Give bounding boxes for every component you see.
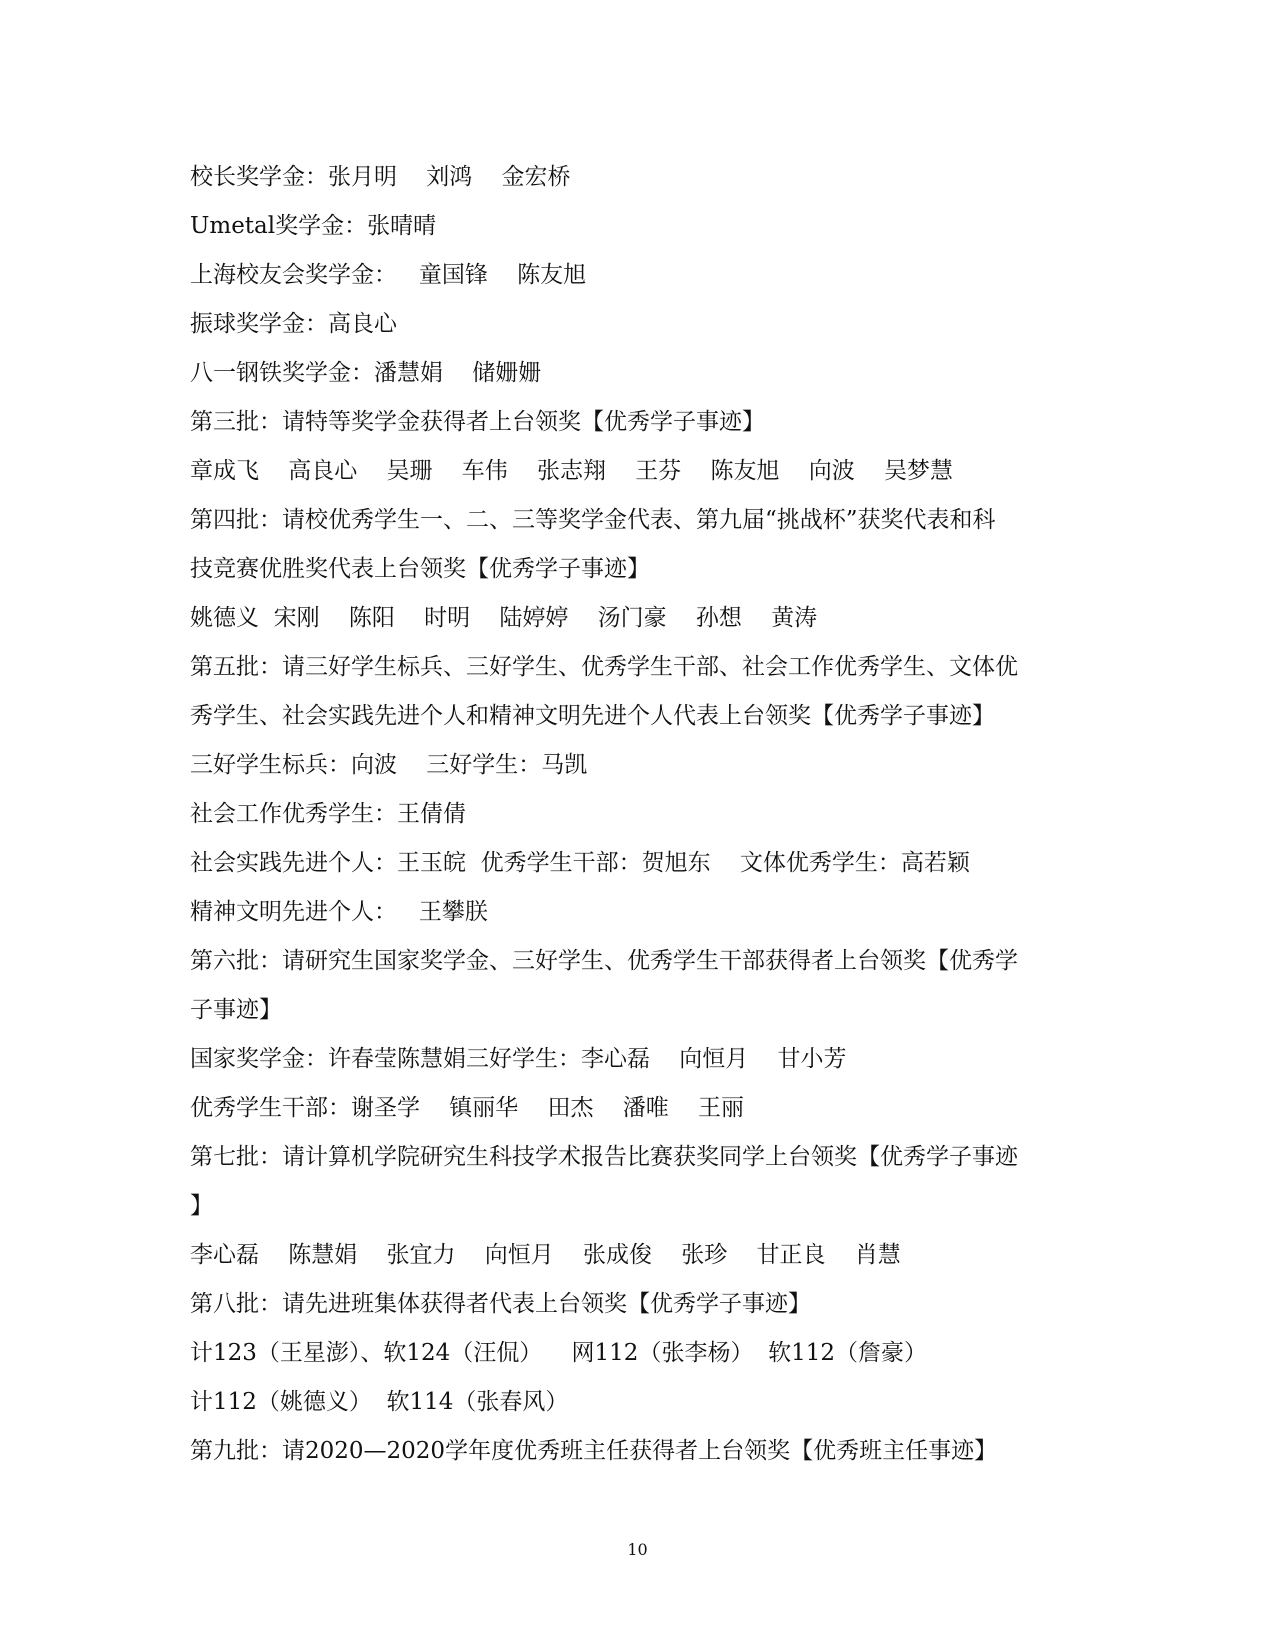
text-line: 三好学生标兵：向波 三好学生：马凯	[190, 752, 588, 778]
document-body	[190, 153, 1095, 1476]
text-line: 姚德义 宋刚 陈阳 时明 陆婷婷 汤门豪 孙想 黄涛	[190, 605, 818, 631]
text-line: 优秀学生干部：谢圣学 镇丽华 田杰 潘唯 王丽	[190, 1095, 744, 1121]
text-line: 计112（姚德义） 软114（张春风）	[190, 1389, 569, 1415]
text-line: 振球奖学金：高良心	[190, 311, 397, 337]
page-number: 10	[627, 1540, 648, 1559]
text-line: 技竞赛优胜奖代表上台领奖【优秀学子事迹】	[190, 556, 650, 582]
text-line: 第三批：请特等奖学金获得者上台领奖【优秀学子事迹】	[190, 409, 765, 435]
text-line: 八一钢铁奖学金：潘慧娟 储姗姗	[190, 360, 542, 386]
text-line: 社会实践先进个人：王玉皖 优秀学生干部：贺旭东 文体优秀学生：高若颖	[190, 850, 970, 876]
text-line: 第四批：请校优秀学生一、二、三等奖学金代表、第九届“挑战杯”获奖代表和科	[190, 507, 996, 533]
text-line: 第六批：请研究生国家奖学金、三好学生、优秀学生干部获得者上台领奖【优秀学	[190, 948, 1018, 974]
text-line: 子事迹】	[190, 997, 282, 1023]
text-line: 第五批：请三好学生标兵、三好学生、优秀学生干部、社会工作优秀学生、文体优	[190, 654, 1018, 680]
text-line: 校长奖学金：张月明 刘鸿 金宏桥	[190, 164, 571, 190]
text-line: 第九批：请2020—2020学年度优秀班主任获得者上台领奖【优秀班主任事迹】	[190, 1438, 998, 1464]
text-line: 第七批：请计算机学院研究生科技学术报告比赛获奖同学上台领奖【优秀学子事迹	[190, 1144, 1018, 1170]
text-line: 第八批：请先进班集体获得者代表上台领奖【优秀学子事迹】	[190, 1291, 811, 1317]
text-line: 国家奖学金：许春莹陈慧娟三好学生：李心磊 向恒月 甘小芳	[190, 1046, 847, 1072]
text-line: 计123（王星澎）、软124（汪侃） 网112（张李杨） 软112（詹豪）	[190, 1340, 927, 1366]
text-line: 秀学生、社会实践先进个人和精神文明先进个人代表上台领奖【优秀学子事迹】	[190, 703, 995, 729]
text-line: 】	[190, 1193, 213, 1219]
text-line: 李心磊 陈慧娟 张宜力 向恒月 张成俊 张珍 甘正良 肖慧	[190, 1242, 901, 1268]
text-line: 上海校友会奖学金： 童国锋 陈友旭	[190, 262, 587, 288]
text-line: 章成飞 高良心 吴珊 车伟 张志翔 王芬 陈友旭 向波 吴梦慧	[190, 458, 953, 484]
text-line: 精神文明先进个人： 王攀朕	[190, 899, 488, 925]
text-line: 社会工作优秀学生：王倩倩	[190, 801, 466, 827]
text-line: Umetal奖学金：张晴晴	[190, 213, 437, 239]
